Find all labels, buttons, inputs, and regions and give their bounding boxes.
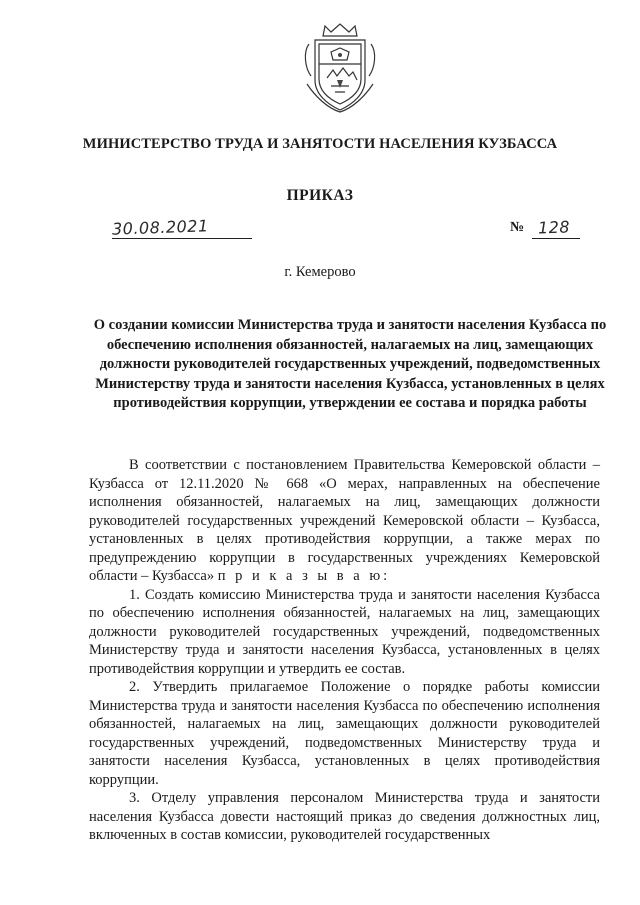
order-date-field (112, 216, 252, 239)
order-body (89, 456, 600, 845)
ministry-name: МИНИСТЕРСТВО ТРУДА И ЗАНЯТОСТИ НАСЕЛЕНИЯ КУЗБАССА (82, 136, 558, 152)
list-item: 1. Создать комиссию Министерства труда и занятости населения Кузбасса по обеспечению исполнения обязанностей, налагаемых на лиц, замещающих должности руководителей государственных учреждений, подведомственных Министерству труда и занятости населения Кузбасса, установленных в целях противодействия коррупции и утвердить ее состав. (89, 586, 600, 677)
intro-paragraph (89, 456, 600, 586)
document-type: ПРИКАЗ (286, 187, 354, 204)
order-word: п р и к а з ы в а ю: (217, 568, 391, 584)
list-item: 3. Отделу управления персоналом Министерства труда и занятости населения Кузбасса довести настоящий приказ до сведения должностных лиц, включенных в состав комиссии, руководителей государственных (89, 790, 600, 843)
order-number-line (532, 216, 580, 239)
kuzbass-coat-of-arms-icon (301, 22, 379, 114)
number-sign: № (510, 220, 525, 235)
order-title: О создании комиссии Министерства труда и занятости населения Кузбасса по обеспечению исполнения обязанностей, налагаемых на лиц, замещающих должности руководителей государственных учреждений, подведомственных Министерству труда и занятости населения Кузбасса, установленных в целях противодействия коррупции, утверждении ее состава и порядка работы (93, 317, 607, 411)
city: г. Кемерово (284, 264, 356, 280)
intro-text: В соответствии с постановлением Правительства Кемеровской области – Кузбасса от 12.11.2020 № 668 «О мерах, направленных на обеспечение исполнения обязанностей, налагаемых на лиц, замещающих должности руководителей государственных учреждений Кемеровской области – Кузбасса, установленных в целях противодействия коррупции, а также мерах по предупреждению коррупции в государственных учреждениях Кемеровской области – Кузбасса» (89, 457, 600, 584)
order-number: 128 (537, 217, 571, 238)
list-item: 2. Утвердить прилагаемое Положение о порядке работы комиссии Министерства труда и занятости населения Кузбасса по обеспечению исполнения обязанностей, налагаемых на лиц, замещающих должности руководителей государственных учреждений, подведомственных Министерству труда и занятости населения Кузбасса, установленных в целях противодействия коррупции. (89, 679, 600, 788)
order-date: 30.08.2021 (111, 216, 209, 239)
